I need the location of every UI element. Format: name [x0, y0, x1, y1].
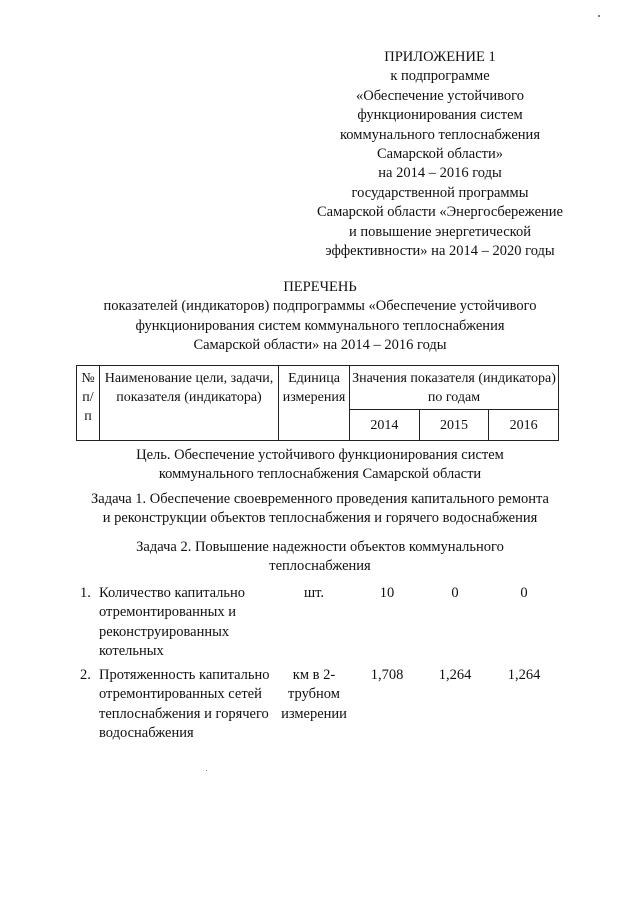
row-value-2015: 0	[451, 585, 459, 601]
scan-speck	[206, 770, 207, 771]
appendix-line: и повышение энергетической	[349, 223, 531, 240]
appendix-line: «Обеспечение устойчивого	[355, 87, 524, 104]
row-value-2016: 0	[520, 585, 528, 601]
appendix-line: функционирования систем	[357, 107, 523, 124]
title-line: Самарской области» на 2014 – 2016 годы	[193, 337, 447, 354]
goal-section	[40, 446, 600, 485]
task2-section	[40, 538, 600, 577]
row-value-2014: 1,708	[370, 667, 404, 683]
header-name: Наименование цели, задачи, показателя (индикатора)	[100, 366, 279, 441]
title-line: показателей (индикаторов) подпрограммы «Обеспечение устойчивого	[103, 298, 537, 315]
header-year-2016: 2016	[489, 410, 559, 441]
appendix-block	[300, 48, 580, 261]
task1-line: и реконструкции объектов теплоснабжения и горячего водоснабжения	[102, 510, 538, 527]
appendix-line: Самарской области «Энергосбережение	[317, 204, 563, 221]
indicator-table-header	[76, 365, 559, 441]
row-value-2016: 1,264	[507, 667, 541, 683]
appendix-line: к подпрограмме	[390, 68, 490, 85]
appendix-line: коммунального теплоснабжения	[339, 126, 540, 143]
row-name: Количество капитально отремонтированных и реконструированных котельных	[99, 585, 246, 660]
title-heading: ПЕРЕЧЕНЬ	[283, 279, 357, 295]
row-unit: шт.	[303, 585, 325, 601]
row-unit: км в 2-трубном измерении	[281, 667, 347, 722]
appendix-line: на 2014 – 2016 годы	[378, 165, 502, 182]
title-line: функционирования систем коммунального теплоснабжения	[135, 317, 505, 334]
row-num: 1.	[80, 585, 91, 601]
row-value-2015: 1,264	[438, 667, 472, 683]
task1-line: Задача 1. Обеспечение своевременного проведения капитального ремонта	[91, 491, 549, 507]
task2-line: теплоснабжения	[269, 558, 371, 575]
row-num: 2.	[80, 667, 91, 683]
header-year-2014: 2014	[350, 410, 420, 441]
header-year-2015: 2015	[419, 410, 489, 441]
row-value-2014: 10	[379, 585, 395, 601]
row-name: Протяженность капитально отремонтированных сетей теплоснабжения и горячего водоснабжения	[99, 667, 270, 742]
goal-line: коммунального теплоснабжения Самарской области	[158, 466, 482, 483]
appendix-line: государственной программы	[351, 184, 529, 201]
goal-line: Цель. Обеспечение устойчивого функционирования систем	[136, 447, 504, 463]
table-row	[80, 666, 560, 746]
header-unit: Единица измерения	[279, 366, 350, 441]
appendix-line: ПРИЛОЖЕНИЕ 1	[384, 49, 496, 65]
header-num: № п/п	[77, 366, 100, 441]
task2-line: Задача 2. Повышение надежности объектов коммунального	[136, 539, 504, 555]
document-title	[40, 278, 600, 356]
appendix-line: эффективности» на 2014 – 2020 годы	[325, 243, 555, 260]
appendix-line: Самарской области»	[377, 146, 503, 163]
task1-section	[40, 490, 600, 529]
table-row	[80, 584, 560, 664]
scan-speck	[598, 15, 600, 17]
header-values: Значения показателя (индикатора) по годам	[350, 366, 559, 410]
